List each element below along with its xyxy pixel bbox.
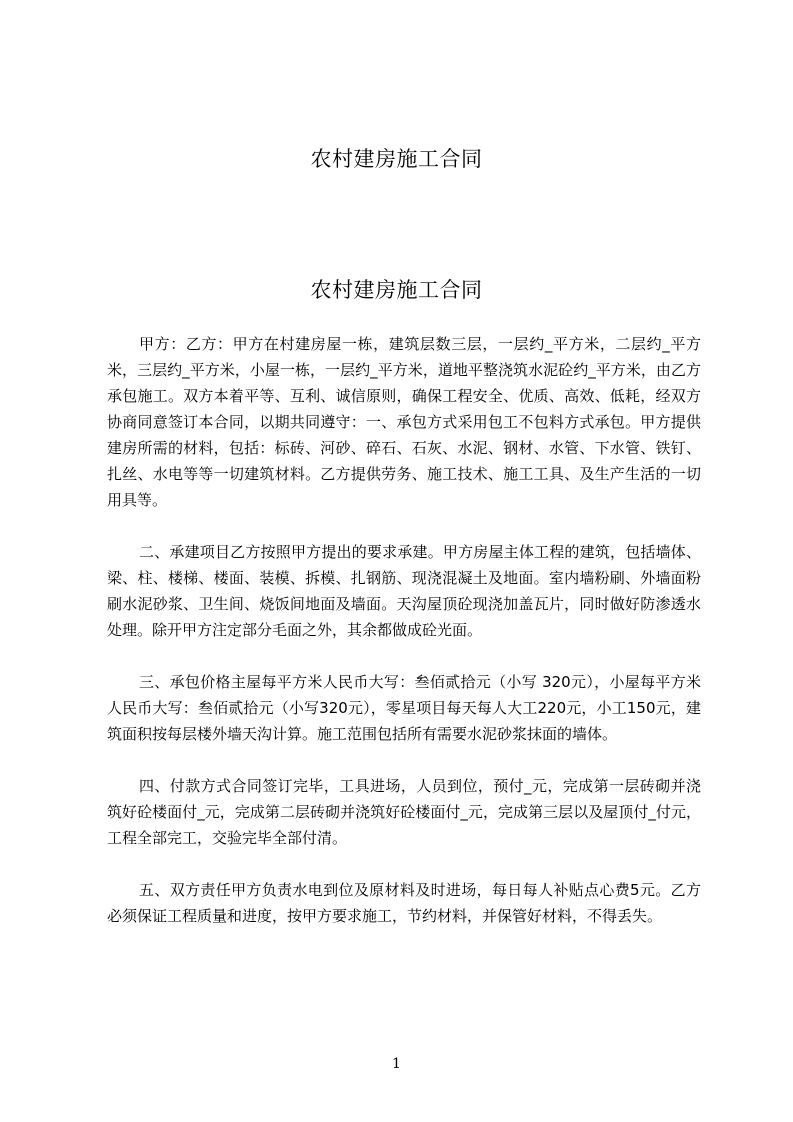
page-title: 农村建房施工合同 xyxy=(310,147,483,171)
page-number: 1 xyxy=(392,1056,401,1072)
paragraph-construction-items: 二、承建项目乙方按照甲方提出的要求承建。甲方房屋主体工程的建筑，包括墙体、梁、柱、楼梯、楼面、装模、拆模、扎钢筋、现浇混凝土及地面。室内墙粉刷、外墙面粉刷水泥砂浆、卫生间、烧饭间地面及墙面。天沟屋顶砼现浇加盖瓦片，同时做好防渗透水处理。除开甲方注定部分毛面之外，其余都做成砼光面。 xyxy=(107,543,701,639)
paragraph-payment: 四、付款方式合同签订完毕，工具进场，人员到位，预付_元，完成第一层砖砌并浇筑好砼楼面付_元，完成第二层砖砌并浇筑好砼楼面付_元，完成第三层以及屋顶付_付元，工程全部完工，交验完毕全部付清。 xyxy=(107,777,701,847)
paragraph-responsibilities: 五、双方责任甲方负责水电到位及原材料及时进场，每日每人补贴点心费5元。乙方必须保证工程质量和进度，按甲方要求施工，节约材料，并保管好材料，不得丢失。 xyxy=(107,881,701,925)
paragraph-parties-and-scope: 甲方：乙方：甲方在村建房屋一栋，建筑层数三层，一层约_平方米，二层约_平方米，三层约_平方米，小屋一栋，一层约_平方米，道地平整浇筑水泥砼约_平方米，由乙方承包施工。双方本着平等、互利、诚信原则，确保工程安全、优质、高效、低耗，经双方协商同意签订本合同，以期共同遵守：一、承包方式采用包工不包料方式承包。甲方提供建房所需的材料，包括：标砖、河砂、碎石、石灰、水泥、钢材、水管、下水管、铁钉、扎丝、水电等等一切建筑材料。乙方提供劳务、施工技术、施工工具、及生产生活的一切用具等。 xyxy=(107,335,701,509)
contract-title: 农村建房施工合同 xyxy=(310,278,483,302)
contract-body xyxy=(107,331,701,955)
paragraph-pricing: 三、承包价格主屋每平方米人民币大写：叁佰贰拾元（小写 320元），小屋每平方米人民币大写：叁佰贰拾元（小写320元），零星项目每天每人大工220元，小工150元，建筑面积按每层楼外墙天沟计算。施工范围包括所有需要水泥砂浆抹面的墙体。 xyxy=(107,673,701,743)
